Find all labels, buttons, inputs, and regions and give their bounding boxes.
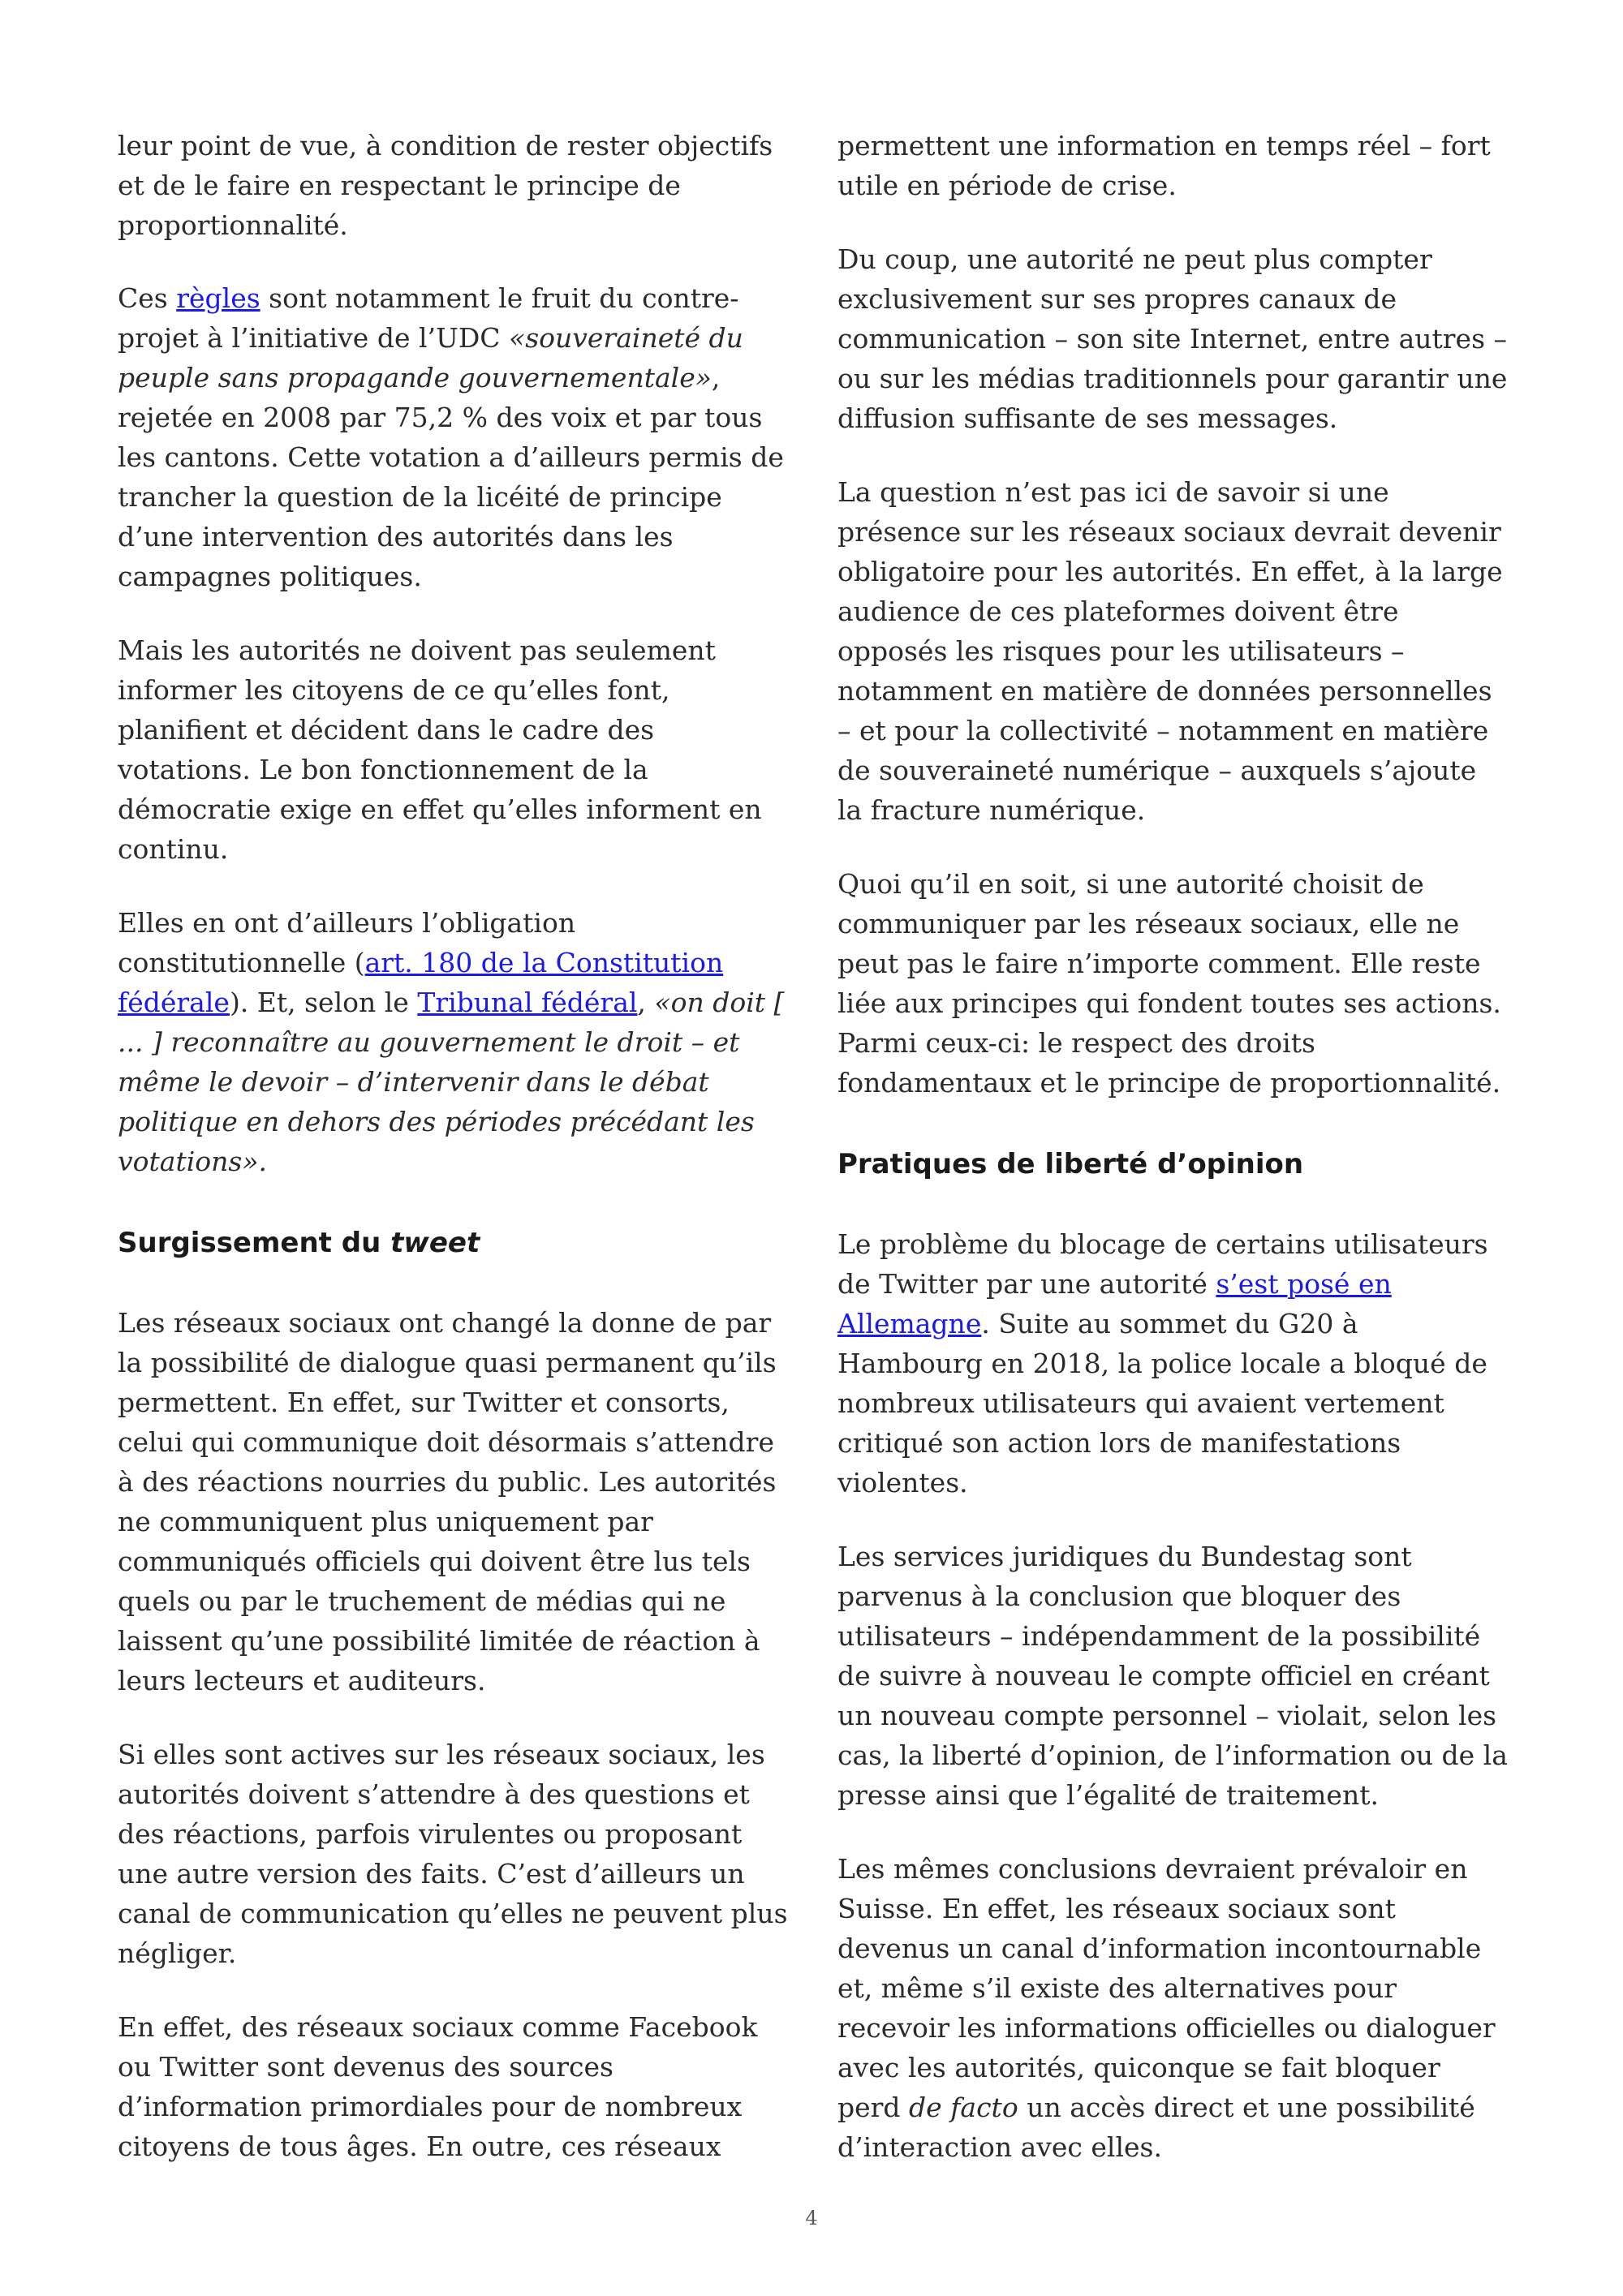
text-line: Le problème du blocage de certains utilisateurs [837, 1228, 1488, 1260]
text-line: la possibilité de dialogue quasi permanent qu’ils [118, 1347, 777, 1378]
text-line: En effet, des réseaux sociaux comme Facebook [118, 2011, 758, 2043]
text-line: planifient et décident dans le cadre des [118, 714, 655, 746]
text-line: informer les citoyens de ce qu’elles font, [118, 674, 670, 706]
text-line: critiqué son action lors de manifestations [837, 1427, 1401, 1459]
text-line: Parmi ceux-ci: le respect des droits [837, 1027, 1315, 1059]
text-line: autorités doivent s’attendre à des questions et [118, 1778, 750, 1810]
text-line: des réactions, parfois virulentes ou proposant [118, 1818, 743, 1850]
text-line: Allemagne. Suite au sommet du G20 à [837, 1308, 1358, 1339]
text-line: ... ] reconnaître au gouvernement le droit – et [118, 1026, 740, 1058]
text-line: Suisse. En effet, les réseaux sociaux sont [837, 1893, 1396, 1924]
text-line: Les mêmes conclusions devraient prévaloir en [837, 1853, 1468, 1885]
text-line: constitutionnelle (art. 180 de la Constitution [118, 947, 724, 978]
text-line: Les réseaux sociaux ont changé la donne de par [118, 1307, 772, 1339]
text-line: trancher la question de la licéité de principe [118, 481, 722, 513]
text-line: obligatoire pour les autorités. En effet, à la large [837, 556, 1503, 587]
text-line: un nouveau compte personnel – violait, selon les [837, 1700, 1497, 1731]
link-constitution[interactable]: art. 180 de la Constitution [364, 947, 724, 978]
text-line: votations». [118, 1146, 267, 1177]
text-line: celui qui communique doit désormais s’attendre [118, 1426, 774, 1458]
text-line: permettent. En effet, sur Twitter et consorts, [118, 1387, 730, 1418]
text-line: fondamentaux et le principe de proportionnalité. [837, 1067, 1501, 1099]
text-line: quels ou par le truchement de médias qui ne [118, 1585, 726, 1617]
text-line: peut pas le faire n’importe comment. Elle reste [837, 948, 1481, 979]
text-line: démocratie exige en effet qu’elles informent en [118, 793, 762, 825]
text-line: laissent qu’une possibilité limitée de réaction à [118, 1625, 760, 1657]
text-line: opposés les risques pour les utilisateurs – [837, 635, 1405, 667]
text-line: de suivre à nouveau le compte officiel en créant [837, 1660, 1490, 1692]
text-line: campagnes politiques. [118, 561, 422, 592]
text-line: exclusivement sur ses propres canaux de [837, 283, 1397, 315]
text-line: votations. Le bon fonctionnement de la [118, 754, 648, 785]
text-line: une autre version des faits. C’est d’ailleurs un [118, 1858, 745, 1890]
text-line: ou Twitter sont devenus des sources [118, 2051, 613, 2083]
page-number: 4 [805, 2207, 818, 2229]
text-line: continu. [118, 833, 229, 865]
text-line: presse ainsi que l’égalité de traitement. [837, 1779, 1379, 1811]
text-line: Les services juridiques du Bundestag sont [837, 1541, 1412, 1572]
text-line: perd de facto un accès direct et une possibilité [837, 2092, 1475, 2123]
text-line: de souveraineté numérique – auxquels s’ajoute [837, 755, 1477, 786]
text-line: d’information primordiales pour de nombreux [118, 2091, 743, 2122]
text-line: projet à l’initiative de l’UDC «souveraineté du [118, 322, 743, 354]
text-line: Du coup, une autorité ne peut plus compter [837, 243, 1432, 275]
text-line: la fracture numérique. [837, 794, 1146, 826]
text-line: leur point de vue, à condition de rester objectifs [118, 130, 773, 161]
text-line: politique en dehors des périodes précédant les [118, 1106, 755, 1137]
text-line: proportionnalité. [118, 209, 348, 241]
text-line: communication – son site Internet, entre autres – [837, 323, 1508, 355]
text-line: d’interaction avec elles. [837, 2131, 1162, 2163]
text-line: communiqués officiels qui doivent être lus tels [118, 1546, 751, 1577]
text-line: permettent une information en temps réel – fort [837, 130, 1491, 161]
text-line: à des réactions nourries du public. Les autorités [118, 1466, 777, 1498]
text-line: ne communiquent plus uniquement par [118, 1506, 653, 1537]
text-line: notamment en matière de données personnelles [837, 675, 1492, 707]
text-line: – et pour la collectivité – notamment en matière [837, 715, 1489, 746]
text-line: Ces règles sont notamment le fruit du contre- [118, 282, 739, 314]
text-line: Quoi qu’il en soit, si une autorité choisit de [837, 868, 1424, 900]
text-line: parvenus à la conclusion que bloquer des [837, 1580, 1401, 1612]
text-line: nombreux utilisateurs qui avaient vertement [837, 1387, 1444, 1419]
text-line: utilisateurs – indépendamment de la possibilité [837, 1620, 1481, 1652]
text-line: Mais les autorités ne doivent pas seulement [118, 634, 716, 666]
text-line: cas, la liberté d’opinion, de l’information ou de la [837, 1739, 1508, 1771]
link-tribunal-federal[interactable]: Tribunal fédéral [417, 987, 638, 1018]
section-heading: Surgissement du tweet [118, 1227, 480, 1259]
text-line: devenus un canal d’information incontournable [837, 1933, 1482, 1964]
link-allemagne-cont[interactable]: Allemagne [837, 1308, 982, 1339]
text-line: Si elles sont actives sur les réseaux sociaux, les [118, 1739, 765, 1770]
text-line: d’une intervention des autorités dans les [118, 521, 674, 553]
text-line: présence sur les réseaux sociaux devrait devenir [837, 516, 1501, 548]
text-line: canal de communication qu’elles ne peuvent plus [118, 1898, 788, 1929]
text-line: La question n’est pas ici de savoir si une [837, 476, 1389, 508]
text-line: violentes. [837, 1467, 968, 1498]
text-line: de Twitter par une autorité s’est posé en [837, 1268, 1392, 1300]
text-line: peuple sans propagande gouvernementale», [118, 362, 721, 393]
text-line: même le devoir – d’intervenir dans le débat [118, 1066, 709, 1098]
link-constitution-cont[interactable]: fédérale [118, 987, 230, 1018]
text-line: négliger. [118, 1937, 237, 1969]
text-line: utile en période de crise. [837, 170, 1177, 201]
text-line: audience de ces plateformes doivent être [837, 595, 1399, 627]
text-line: Elles en ont d’ailleurs l’obligation [118, 907, 576, 939]
text-line: et, même s’il existe des alternatives pour [837, 1972, 1397, 2004]
text-line: ou sur les médias traditionnels pour garantir une [837, 363, 1508, 394]
text-line: avec les autorités, quiconque se fait bloquer [837, 2052, 1440, 2083]
text-line: diffusion suffisante de ses messages. [837, 402, 1338, 434]
text-line: liée aux principes qui fondent toutes ses actions. [837, 987, 1501, 1019]
text-line: rejetée en 2008 par 75,2 % des voix et par tous [118, 402, 763, 433]
text-line: citoyens de tous âges. En outre, ces réseaux [118, 2130, 721, 2162]
text-line: leurs lecteurs et auditeurs. [118, 1665, 486, 1696]
text-line: Hambourg en 2018, la police locale a bloqué de [837, 1348, 1487, 1379]
link-regles[interactable]: règles [176, 282, 260, 314]
text-line: communiquer par les réseaux sociaux, elle ne [837, 908, 1460, 939]
text-line: fédérale). Et, selon le Tribunal fédéral, «on doit [ [118, 987, 785, 1018]
text-line: et de le faire en respectant le principe de [118, 170, 681, 201]
link-allemagne[interactable]: s’est posé en [1216, 1268, 1392, 1300]
text-line: les cantons. Cette votation a d’ailleurs permis de [118, 441, 784, 473]
text-line: recevoir les informations officielles ou dialoguer [837, 2012, 1496, 2044]
section-heading: Pratiques de liberté d’opinion [837, 1148, 1304, 1180]
